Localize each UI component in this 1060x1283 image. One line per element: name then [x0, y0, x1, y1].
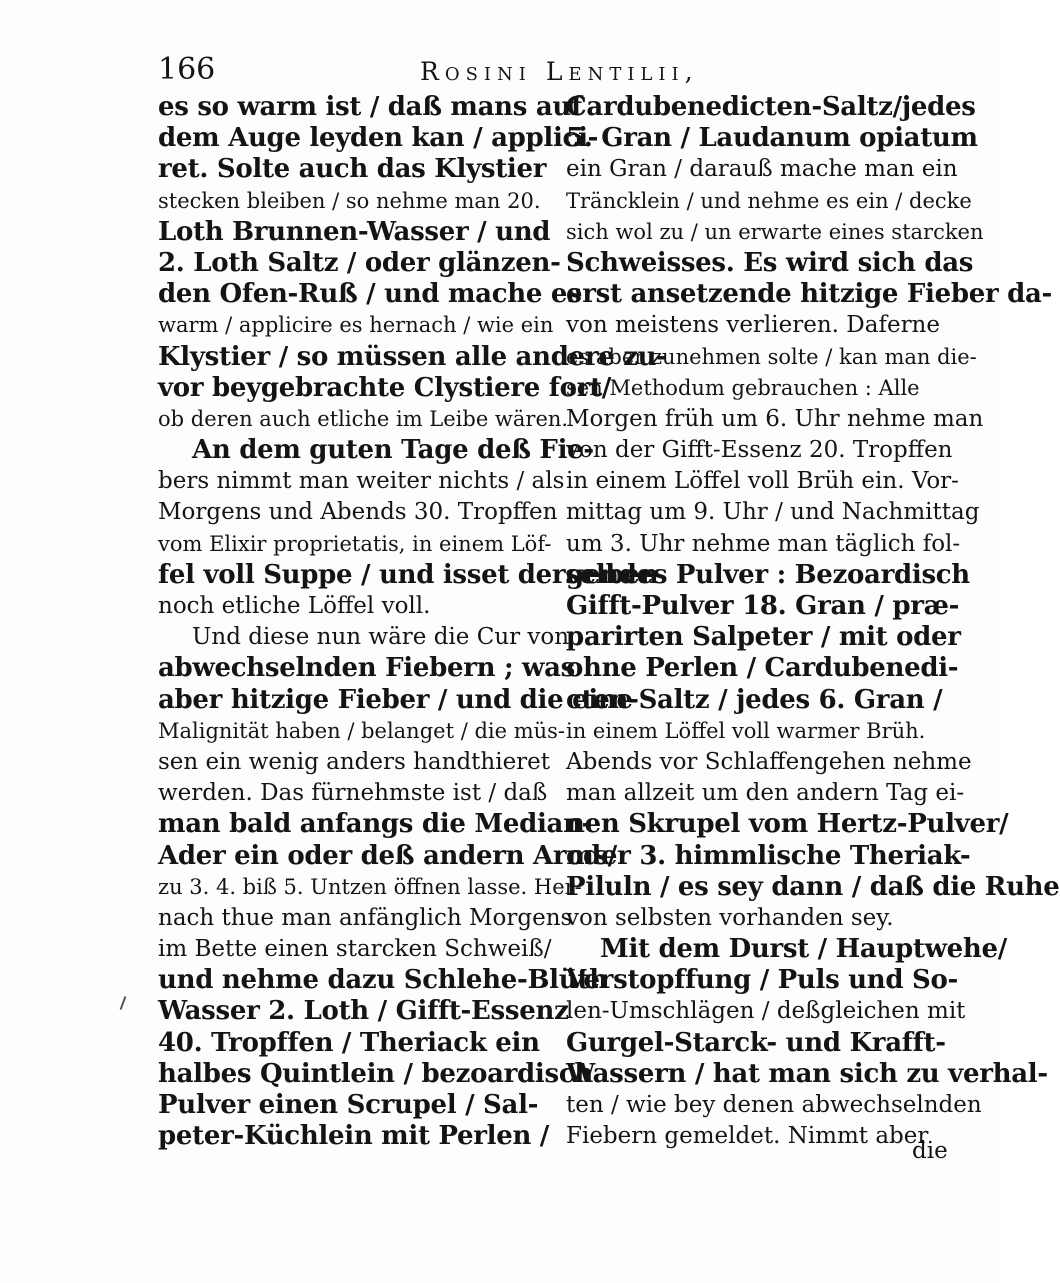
right-column-line: Gifft-Pulver 18. Gran / præ-: [566, 591, 960, 621]
right-column-line: ten / wie bey denen abwechselnden: [566, 1092, 982, 1118]
left-column-line: stecken bleiben / so nehme man 20.: [158, 188, 541, 213]
right-column-line: sen Methodum gebrauchen : Alle: [566, 375, 920, 400]
right-column-line: um 3. Uhr nehme man täglich fol-: [566, 530, 961, 557]
right-column-line: erst ansetzende hitzige Fieber da-: [566, 279, 1053, 310]
left-column-line: fel voll Suppe / und isset derselben: [158, 559, 659, 590]
left-column-line: es so warm ist / daß mans auf: [158, 92, 582, 122]
left-column-line: 40. Tropffen / Theriack ein: [158, 1027, 540, 1058]
left-column-line: sen ein wenig anders handthieret: [158, 748, 551, 775]
catchword: die: [912, 1138, 948, 1164]
page-header: [150, 52, 950, 88]
left-column-line: vor beygebrachte Clystiere fort/: [158, 372, 611, 403]
left-column-line: Loth Brunnen-Wasser / und: [158, 216, 551, 247]
left-column-line: abwechselnden Fiebern ; was: [158, 653, 575, 684]
right-column-line: Gurgel-Starck- und Krafft-: [566, 1027, 946, 1058]
right-column-line: Piluln / es sey dann / daß die Ruhe: [566, 871, 1060, 902]
right-column-line: gendes Pulver : Bezoardisch: [566, 559, 970, 590]
left-column-line: dem Auge leyden kan / applici-: [158, 123, 599, 154]
right-column-line: Morgen früh um 6. Uhr nehme man: [566, 405, 984, 432]
left-column-line: ob deren auch etliche im Leibe wären.: [158, 406, 569, 431]
left-column-line: werden. Das fürnehmste ist / daß: [158, 780, 548, 807]
left-column-line: Klystier / so müssen alle andere zu-: [158, 341, 667, 372]
left-column-line: noch etliche Löffel voll.: [158, 593, 431, 619]
left-column-line: warm / applicire es hernach / wie ein: [158, 313, 554, 338]
left-column-line: zu 3. 4. biß 5. Untzen öffnen lasse. Her-: [158, 874, 582, 899]
left-column-line: Und diese nun wäre die Cur von: [192, 624, 570, 651]
ink-mark: [120, 996, 127, 1010]
right-column-line: Cardubenedicten-Saltz/jedes: [566, 92, 976, 122]
right-column-line: mittag um 9. Uhr / und Nachmittag: [566, 499, 980, 526]
right-column-line: Schweisses. Es wird sich das: [566, 247, 974, 278]
right-column-line: cten-Saltz / jedes 6. Gran /: [566, 684, 943, 715]
left-column-line: An dem guten Tage deß Fie-: [192, 435, 594, 466]
left-column-line: und nehme dazu Schlehe-Blüth: [158, 965, 608, 996]
right-column-line: von der Gifft-Essenz 20. Tropffen: [566, 437, 953, 464]
left-column-line: Morgens und Abends 30. Tropffen: [158, 499, 558, 526]
left-column-line: aber hitzige Fieber / und die eine: [158, 684, 633, 715]
right-column-line: in einem Löffel voll warmer Brüh.: [566, 718, 926, 743]
left-column-line: Ader ein oder deß andern Arms/: [158, 840, 618, 871]
left-column-line: halbes Quintlein / bezoardisch: [158, 1058, 593, 1089]
left-column-line: Malignität haben / belanget / die müs-: [158, 718, 566, 743]
right-text-column: [566, 92, 1060, 1152]
right-column-line: 5. Gran / Laudanum opiatum: [566, 123, 978, 154]
right-column-line: Abends vor Schlaffengehen nehme: [566, 748, 972, 775]
running-head: Rosini Lentilii,: [420, 57, 699, 86]
left-column-line: den Ofen-Ruß / und mache es: [158, 279, 582, 310]
right-column-line: Verstopffung / Puls und So-: [566, 965, 959, 996]
left-column-line: bers nimmt man weiter nichts / als: [158, 468, 565, 495]
right-column-line: sich wol zu / un erwarte eines starcken: [566, 219, 984, 244]
right-column-line: in einem Löffel voll Brüh ein. Vor-: [566, 468, 959, 495]
left-column-line: peter-Küchlein mit Perlen /: [158, 1121, 549, 1152]
left-column-line: 2. Loth Saltz / oder glänzen-: [158, 247, 561, 278]
left-column-line: ret. Solte auch das Klystier: [158, 154, 547, 185]
right-column-line: parirten Salpeter / mit oder: [566, 622, 961, 653]
right-column-line: Wassern / hat man sich zu verhal-: [566, 1058, 1048, 1089]
right-column-line: oder 3. himmlische Theriak-: [566, 840, 971, 871]
right-column-line: Mit dem Durst / Hauptwehe/: [600, 934, 1007, 965]
right-column-line: von meistens verlieren. Daferne: [566, 312, 940, 339]
left-column-line: vom Elixir proprietatis, in einem Löf-: [158, 531, 552, 556]
page-number: 166: [158, 52, 216, 87]
left-column-line: man bald anfangs die Median-: [158, 809, 593, 840]
right-column-line: es aber zunehmen solte / kan man die-: [566, 344, 977, 369]
right-column-line: Fiebern gemeldet. Nimmt aber: [566, 1123, 929, 1150]
right-column-line: ein Gran / darauß mache man ein: [566, 156, 958, 183]
left-column-line: nach thue man anfänglich Morgens: [158, 904, 573, 931]
right-column-line: man allzeit um den andern Tag ei-: [566, 780, 965, 807]
left-column-line: Pulver einen Scrupel / Sal-: [158, 1090, 539, 1120]
right-column-line: nen Skrupel vom Hertz-Pulver/: [566, 809, 1009, 840]
right-column-line: von selbsten vorhanden sey.: [566, 904, 894, 931]
right-column-line: Träncklein / und nehme es ein / decke: [566, 188, 972, 213]
left-column-line: Wasser 2. Loth / Gifft-Essenz: [158, 996, 569, 1027]
right-column-line: len-Umschlägen / deßgleichen mit: [566, 998, 966, 1025]
left-column-line: im Bette einen starcken Schweiß/: [158, 936, 552, 963]
left-text-column: [158, 92, 667, 1152]
right-column-line: ohne Perlen / Cardubenedi-: [566, 653, 959, 684]
